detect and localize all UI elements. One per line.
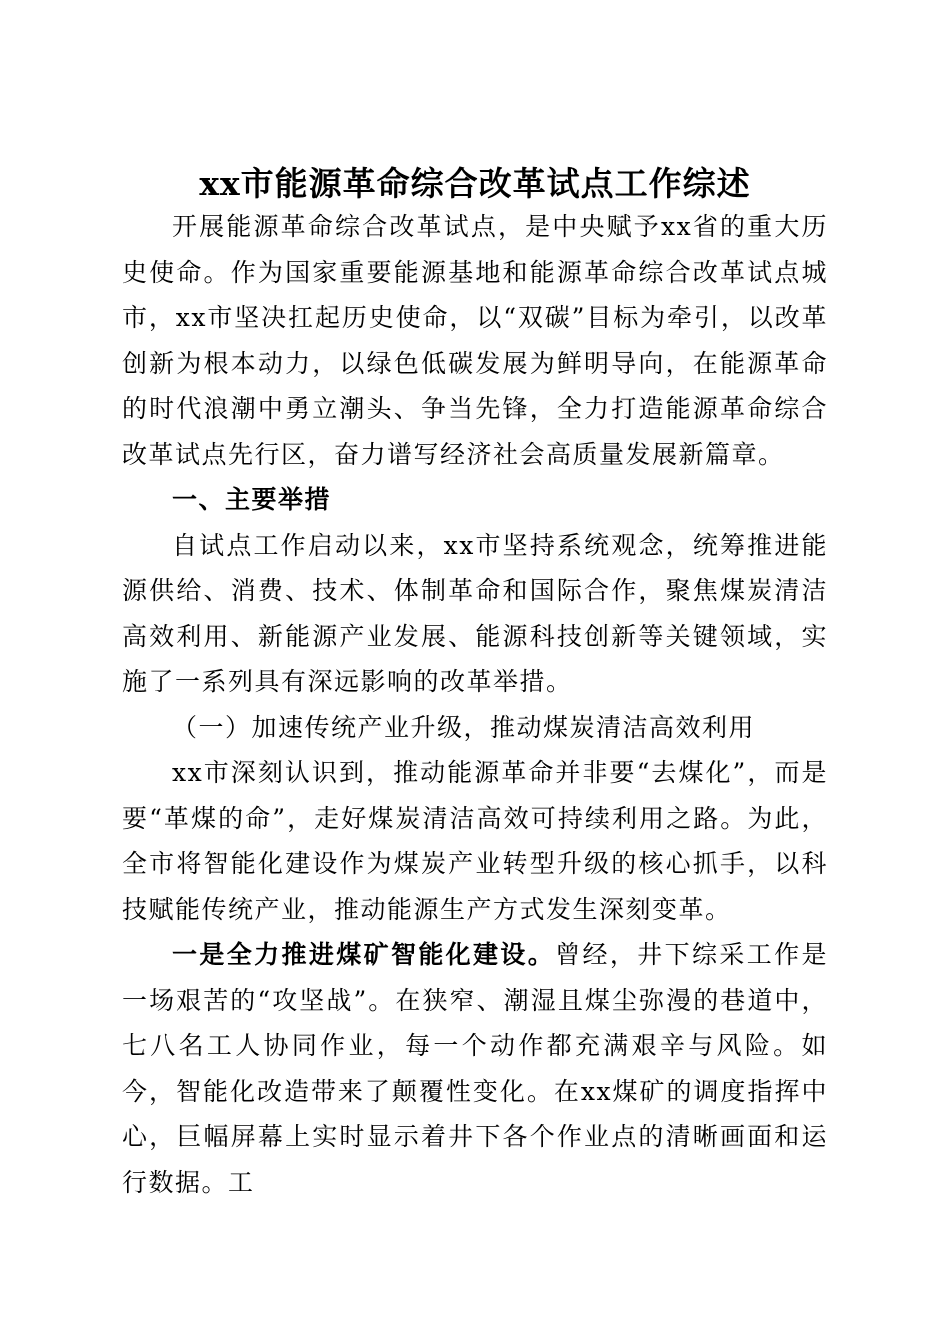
- subsection-heading-industry-upgrade: （一）加速传统产业升级，推动煤炭清洁高效利用: [172, 712, 756, 742]
- subsection-paragraph-industry-upgrade: xx市深刻认识到，推动能源革命并非要“去煤化”，而是要“革煤的命”，走好煤炭清洁高效可持续利用之路。为此，全市将智能化建设作为煤炭产业转型升级的核心抓手，以科技赋能传统产业，推动能源生产方式发生深刻变革。: [122, 758, 828, 924]
- section-heading-main-measures: 一、主要举措: [172, 485, 332, 514]
- point-lead-text: 一是全力推进煤矿智能化建设。: [172, 940, 556, 969]
- document-title: xx市能源革命综合改革试点工作综述: [199, 164, 751, 204]
- intro-paragraph: 开展能源革命综合改革试点，是中央赋予xx省的重大历史使命。作为国家重要能源基地和能源革命综合改革试点城市，xx市坚决扛起历史使命，以“双碳”目标为牵引，以改革创新为根本动力，以绿色低碳发展为鲜明导向，在能源革命的时代浪潮中勇立潮头、争当先锋，全力打造能源革命综合改革试点先行区，奋力谱写经济社会高质量发展新篇章。: [122, 212, 828, 469]
- section-paragraph-main-measures: 自试点工作启动以来，xx市坚持系统观念，统筹推进能源供给、消费、技术、体制革命和国际合作，聚焦煤炭清洁高效利用、新能源产业发展、能源科技创新等关键领域，实施了一系列具有深远影响的改革举措。: [122, 530, 828, 696]
- document-body: [122, 204, 828, 1205]
- point-paragraph-coal-mine-intelligence: [122, 932, 828, 1205]
- point-body-text: 曾经，井下综采工作是一场艰苦的“攻坚战”。在狭窄、潮湿且煤尘弥漫的巷道中，七八名工人协同作业，每一个动作都充满艰辛与风险。如今，智能化改造带来了颠覆性变化。在xx煤矿的调度指挥中心，巨幅屏幕上实时显示着井下各个作业点的清晰画面和运行数据。工: [122, 940, 828, 1197]
